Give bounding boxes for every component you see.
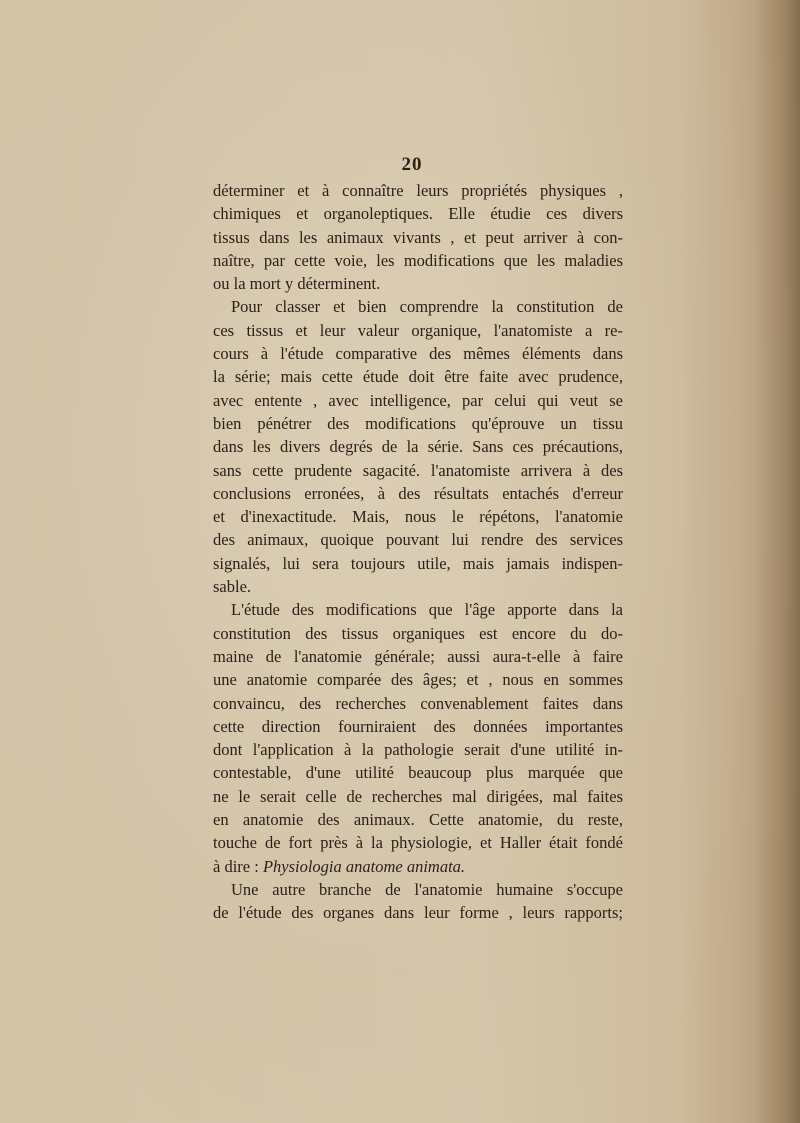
text-line-content: de l'étude des organes dans leur forme , leurs rapports; (213, 903, 623, 923)
text-line-content: conclusions erronées, à des résultats entachés d'erreur (213, 483, 623, 503)
text-line (213, 715, 623, 738)
text-line (213, 226, 623, 249)
text-line-content: la série; mais cette étude doit être faite avec prudence, (213, 367, 623, 387)
text-line (213, 878, 623, 901)
text-line-content: convaincu, des recherches convenablement faites dans (213, 693, 623, 713)
text-line (213, 901, 623, 924)
text-line-content: en anatomie des animaux. Cette anatomie, du reste, (213, 810, 623, 830)
text-line-content: L'étude des modifications que l'âge apporte dans la (231, 600, 623, 620)
text-line-content: contestable, d'une utilité beaucoup plus marquée que (213, 763, 623, 783)
text-line-content: avec entente , avec intelligence, par celui qui veut se (213, 390, 623, 410)
text-line (213, 459, 623, 482)
text-line-content: Pour classer et bien comprendre la constitution de (231, 297, 623, 317)
text-line (213, 575, 623, 598)
text-line-content: et d'inexactitude. Mais, nous le répétons, l'anatomie (213, 507, 623, 527)
text-line (213, 505, 623, 528)
text-line-content: dont l'application à la pathologie serait d'une utilité in- (213, 740, 623, 760)
text-line (213, 808, 623, 831)
text-line-content: des animaux, quoique pouvant lui rendre des services (213, 530, 623, 550)
text-line-content: signalés, lui sera toujours utile, mais jamais indispen- (213, 553, 623, 573)
text-line (213, 692, 623, 715)
text-line (213, 389, 623, 412)
text-line-content: constitution des tissus organiques est encore du do- (213, 623, 623, 643)
text-line-content: ces tissus et leur valeur organique, l'anatomiste a re- (213, 320, 623, 340)
text-line (213, 365, 623, 388)
text-line-content: déterminer et à connaître leurs propriétés physiques , (213, 181, 623, 200)
page-number: 20 (401, 154, 423, 175)
text-line-content: sans cette prudente sagacité. l'anatomiste arrivera à des (213, 460, 623, 480)
text-line (213, 668, 623, 691)
text-line-content: à dire : (213, 856, 263, 876)
text-line (213, 622, 623, 645)
text-line (213, 831, 623, 854)
text-line-content: cette direction fourniraient des données importantes (213, 716, 623, 736)
text-line-content: tissus dans les animaux vivants , et peut arriver à con- (213, 227, 623, 247)
text-line-content: naître, par cette voie, les modifications que les maladies (213, 250, 623, 270)
text-line (213, 249, 623, 272)
text-line (213, 435, 623, 458)
text-line (213, 761, 623, 784)
text-line-content: Une autre branche de l'anatomie humaine s'occupe (231, 879, 623, 899)
text-line (213, 179, 623, 202)
text-line (213, 482, 623, 505)
body-text (213, 179, 623, 925)
text-line (213, 202, 623, 225)
text-line-content: sable. (213, 577, 252, 597)
text-line-content: bien pénétrer des modifications qu'éprouve un tissu (213, 413, 623, 433)
text-line (213, 412, 623, 435)
text-line (213, 785, 623, 808)
text-line (213, 598, 623, 621)
text-line-content: ne le serait celle de recherches mal dirigées, mal faites (213, 786, 623, 806)
text-line-content: ou la mort y déterminent. (213, 274, 381, 294)
text-line (213, 855, 623, 878)
text-line (213, 552, 623, 575)
text-line (213, 342, 623, 365)
text-line (213, 528, 623, 551)
text-line-content: chimiques et organoleptiques. Elle étudie ces divers (213, 204, 623, 224)
text-line (213, 272, 623, 295)
text-line (213, 319, 623, 342)
text-line-content: cours à l'étude comparative des mêmes éléments dans (213, 344, 623, 364)
text-line-content: maine de l'anatomie générale; aussi aura-t-elle à faire (213, 646, 623, 666)
italic-quote: Physiologia anatome animata. (262, 856, 466, 876)
text-line (213, 295, 623, 318)
text-line-content: dans les divers degrés de la série. Sans ces précautions, (213, 437, 623, 457)
text-line (213, 738, 623, 761)
text-line (213, 645, 623, 668)
text-line-content: une anatomie comparée des âges; et , nous en sommes (213, 670, 623, 690)
text-line-content: touche de fort près à la physiologie, et Haller était fondé (213, 833, 623, 853)
